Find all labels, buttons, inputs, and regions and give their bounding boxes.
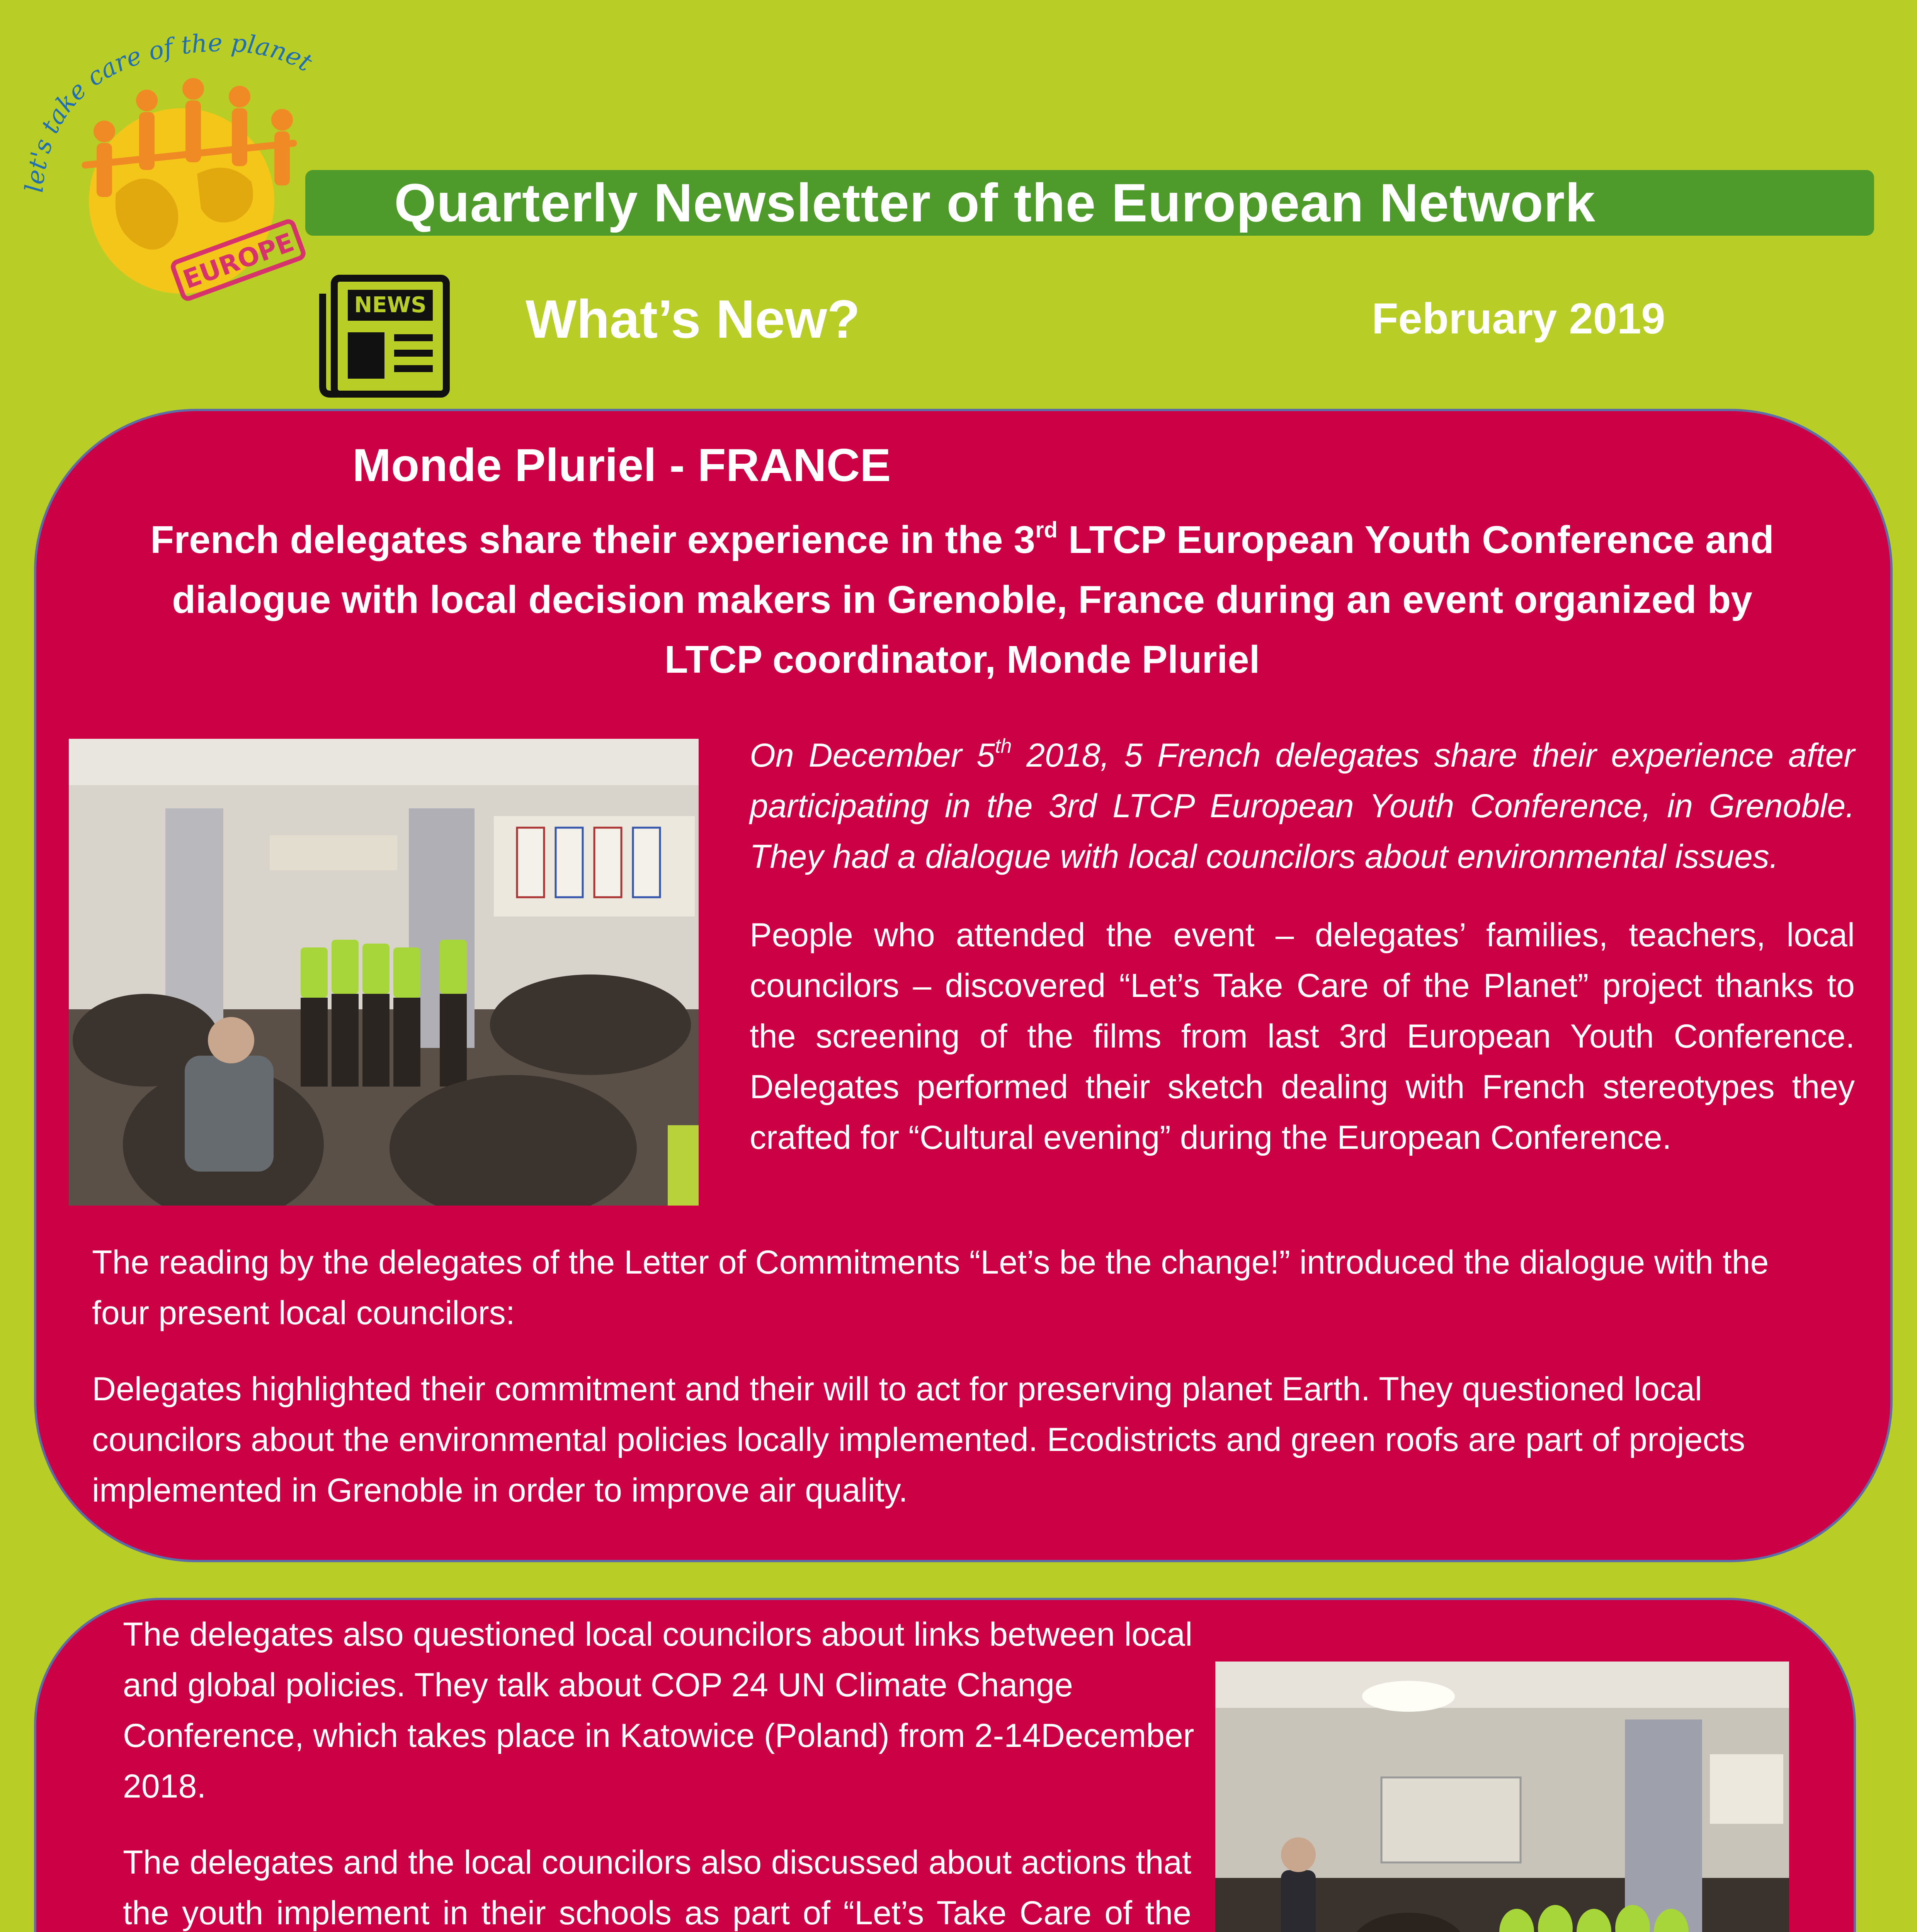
organization-title: Monde Pluriel - FRANCE bbox=[352, 439, 891, 491]
newspaper-icon bbox=[307, 270, 458, 402]
paragraph-highlight: Delegates highlighted their commitment and their will to act for preserving planet Earth. They questioned local councilors about the environmental policies locally implemented. Ecodistricts and green roofs are part of projects implemented in Grenoble in order to improve air quality. bbox=[92, 1371, 1745, 1509]
banner-title: Quarterly Newsletter of the European Network bbox=[394, 172, 1596, 233]
newsletter-banner bbox=[305, 170, 1874, 236]
logo-stamp-text: EUROPE bbox=[179, 227, 298, 295]
issue-date: February 2019 bbox=[1372, 294, 1665, 343]
news-icon-label: NEWS bbox=[354, 293, 427, 318]
event-photo-councilor-dialogue bbox=[1215, 1662, 1789, 1932]
paragraph-discussed: The delegates and the local councilors also discussed about actions that the youth implement in their schools as part of “Let’s Take Care of the bbox=[123, 1844, 1191, 1932]
logo-arc-text: let's take care of the planet bbox=[20, 29, 317, 194]
event-photo-delegates-presenting bbox=[69, 739, 699, 1206]
section-title: What’s New? bbox=[526, 289, 860, 349]
article-headline: French delegates share their experience in the 3rd LTCP European Youth Conference and dialogue with local decision makers in Grenoble, France during an event organized by LTCP coordinator, Monde Pluriel bbox=[150, 517, 1774, 681]
lets-take-care-of-the-planet-logo bbox=[19, 27, 336, 321]
paragraph-attended: People who attended the event – delegates’ families, teachers, local councilors – discovered “Let’s Take Care of the Planet” project thanks to the screening of the films from last 3rd European Youth Conference. Delegates performed their sketch dealing with French stereotypes they crafted for “Cultural evening” during the European Conference. bbox=[750, 917, 1855, 1156]
paragraph-reading: The reading by the delegates of the Letter of Commitments “Let’s be the change!” introduced the dialogue with the four present local councilors: bbox=[92, 1244, 1769, 1332]
article-intro: On December 5th 2018, 5 French delegates share their experience after participating in the 3rd LTCP European Youth Conference, in Grenoble. They had a dialogue with local councilors about environmental issues. bbox=[750, 735, 1855, 875]
paragraph-links: The delegates also questioned local councilors about links between local and global policies. They talk about COP 24 UN Climate Change Conference, which takes place in Katowice (Poland) from 2-14December 2018. bbox=[123, 1616, 1194, 1805]
